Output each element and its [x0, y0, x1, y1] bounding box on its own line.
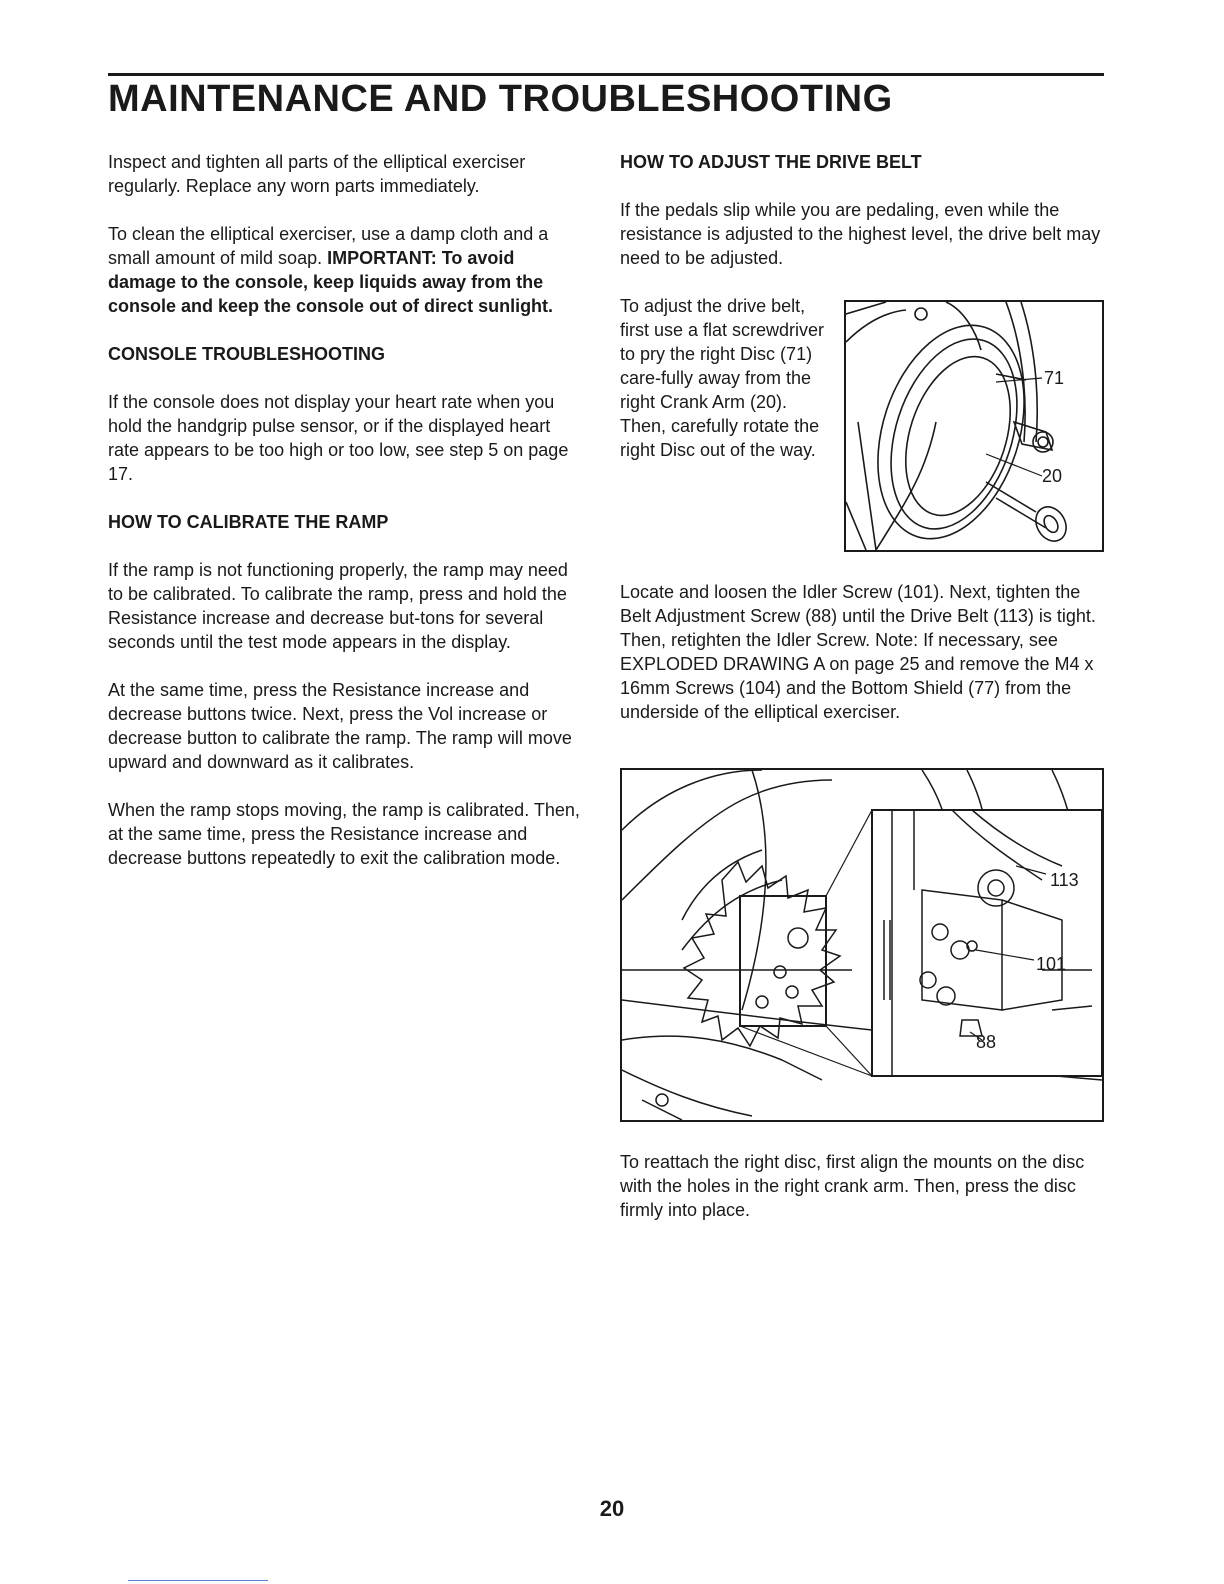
- idler-screw-paragraph: Locate and loosen the Idler Screw (101). Next, tighten the Belt Adjustment Screw (88) until the Drive Belt (113) is tight. Then, retighten the Idler Screw. Note: If necessary, see EXPLODED DRAWING A on page 25 and remove the M4 x 16mm Screws (104) and the Bottom Shield (77) from the underside of the elliptical exerciser.: [620, 582, 1096, 722]
- drive-belt-step1: To adjust the drive belt, first use a flat screwdriver to pry the right Disc (71) care-fully away from the right Crank Arm (20). Then, carefully rotate the right Disc out of the way.: [620, 296, 825, 460]
- idler-screw-callout: 101: [1036, 954, 1067, 974]
- disc-crank-illustration: [846, 302, 1102, 550]
- drive-belt-intro: If the pedals slip while you are pedaling, even while the resistance is adjusted to the highest level, the drive belt may need to be adjusted.: [620, 200, 1101, 268]
- crank-arm-callout: 20: [1042, 466, 1063, 486]
- calibrate-ramp-step1: If the ramp is not functioning properly, the ramp may need to be calibrated. To calibrate the ramp, press and hold the Resistance increase and decrease but-tons for several seconds until the test mode appears in the display.: [108, 560, 568, 652]
- bottom-link-line: [128, 1580, 268, 1581]
- belt-adjustment-screw-callout: 88: [976, 1032, 997, 1052]
- calibrate-ramp-step3: When the ramp stops moving, the ramp is calibrated. Then, at the same time, press the Resistance increase and decrease buttons repeatedly to exit the calibration mode.: [108, 800, 580, 868]
- page-title: MAINTENANCE AND TROUBLESHOOTING: [108, 78, 893, 120]
- drive-belt-step3: [620, 1150, 1104, 1246]
- console-troubleshooting-heading: CONSOLE TROUBLESHOOTING: [108, 344, 386, 364]
- belt-adjustment-illustration: [622, 770, 1102, 1120]
- title-rule: [108, 73, 1104, 76]
- drive-belt-section: [620, 150, 1104, 294]
- drive-belt-step2: [620, 580, 1104, 748]
- cleaning-paragraph: [108, 222, 586, 318]
- reattach-disc-paragraph: To reattach the right disc, first align the mounts on the disc with the holes in the right crank arm. Then, press the disc firmly into place.: [620, 1152, 1085, 1220]
- page-number: 20: [599, 1496, 625, 1521]
- cleaning-text: To clean the elliptical exerciser, use a damp cloth and a small amount of mild soap.: [108, 224, 549, 268]
- belt-adjustment-figure: [620, 768, 1104, 1122]
- disc-crank-figure: [844, 300, 1104, 552]
- console-troubleshooting-text: If the console does not display your heart rate when you hold the handgrip pulse sensor, or if the displayed heart rate appears to be too high or too low, see step 5 on page 17.: [108, 392, 569, 484]
- drive-belt-callout: 113: [1050, 870, 1079, 890]
- calibrate-ramp-heading: HOW TO CALIBRATE THE RAMP: [108, 512, 389, 532]
- disc-callout: 71: [1044, 368, 1065, 388]
- drive-belt-heading: HOW TO ADJUST THE DRIVE BELT: [620, 152, 922, 172]
- important-warning: IMPORTANT: To avoid damage to the console, keep liquids away from the console and keep the console out of direct sunlight.: [108, 248, 554, 316]
- left-column: [108, 150, 586, 894]
- calibrate-ramp-step2: At the same time, press the Resistance increase and decrease buttons twice. Next, press the Vol increase or decrease button to calibrate the ramp. The ramp will move upward and downward as it calibrates.: [108, 680, 572, 772]
- inspect-paragraph: Inspect and tighten all parts of the elliptical exerciser regularly. Replace any worn parts immediately.: [108, 152, 526, 196]
